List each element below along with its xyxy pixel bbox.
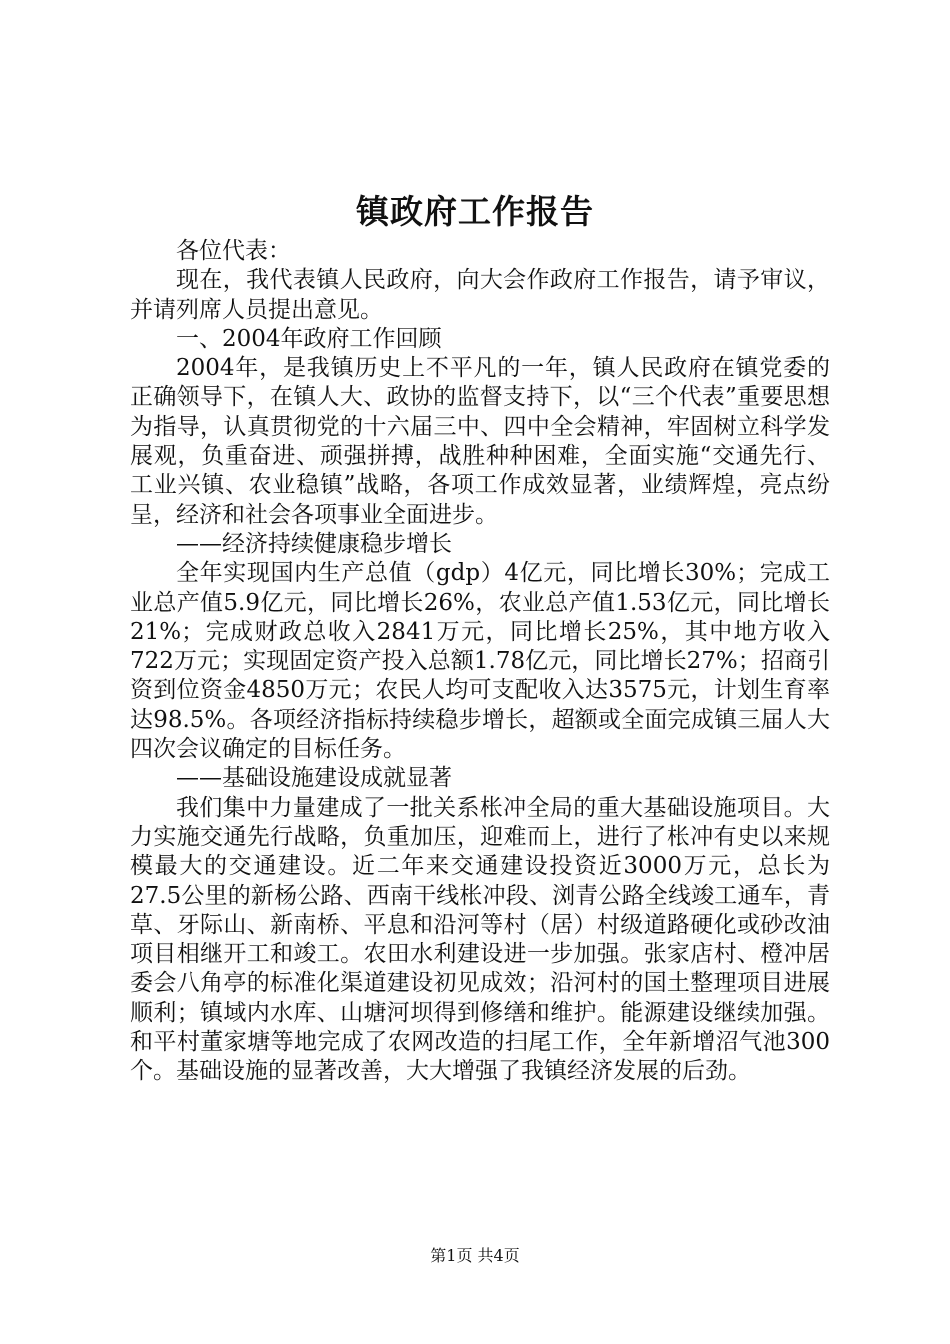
- subheading-economy: ——经济持续健康稳步增长: [176, 530, 452, 557]
- review-paragraph: 2004年，是我镇历史上不平凡的一年，镇人民政府在镇党委的正确领导下，在镇人大、政协的监督支持下，以“三个代表”重要思想为指导，认真贯彻党的十六届三中、四中全会精神，牢固树立科学发展观，负重奋进、顽强拼搏，战胜种种困难，全面实施“交通先行、工业兴镇、农业稳镇”战略，各项工作成效显著，业绩辉煌，亮点纷呈，经济和社会各项事业全面进步。: [130, 355, 830, 528]
- document-body: [130, 237, 830, 1087]
- intro-paragraph: 现在，我代表镇人民政府，向大会作政府工作报告，请予审议，并请列席人员提出意见。: [130, 267, 830, 323]
- section-heading: 一、2004年政府工作回顾: [176, 325, 442, 352]
- page-number: 第1页 共4页: [430, 1246, 520, 1265]
- subheading-infrastructure: ——基础设施建设成就显著: [176, 765, 452, 792]
- salutation: 各位代表：: [176, 238, 291, 264]
- economy-paragraph: 全年实现国内生产总值（gdp）4亿元，同比增长30%；完成工业总产值5.9亿元，同比增长26%，农业总产值1.53亿元，同比增长21%；完成财政总收入2841万元，同比增长25%，其中地方收入722万元；实现固定资产投入总额1.78亿元，同比增长27%；招商引资到位资金4850万元；农民人均可支配收入达3575元，计划生育率达98.5%。各项经济指标持续稳步增长，超额或全面完成镇三届人大四次会议确定的目标任务。: [130, 560, 830, 763]
- infrastructure-paragraph: 我们集中力量建成了一批关系枨冲全局的重大基础设施项目。大力实施交通先行战略，负重加压，迎难而上，进行了枨冲有史以来规模最大的交通建设。近二年来交通建设投资近3000万元，总长为27.5公里的新杨公路、西南干线枨冲段、浏青公路全线竣工通车，青草、牙际山、新南桥、平息和沿河等村（居）村级道路硬化或砂改油项目相继开工和竣工。农田水利建设进一步加强。张家店村、橙冲居委会八角亭的标准化渠道建设初见成效；沿河村的国土整理项目进展顺利；镇域内水库、山塘河坝得到修缮和维护。能源建设继续加强。和平村董家塘等地完成了农网改造的扫尾工作，全年新增沼气池300个。基础设施的显著改善，大大增强了我镇经济发展的后劲。: [130, 794, 830, 1085]
- document-title: 镇政府工作报告: [356, 192, 594, 231]
